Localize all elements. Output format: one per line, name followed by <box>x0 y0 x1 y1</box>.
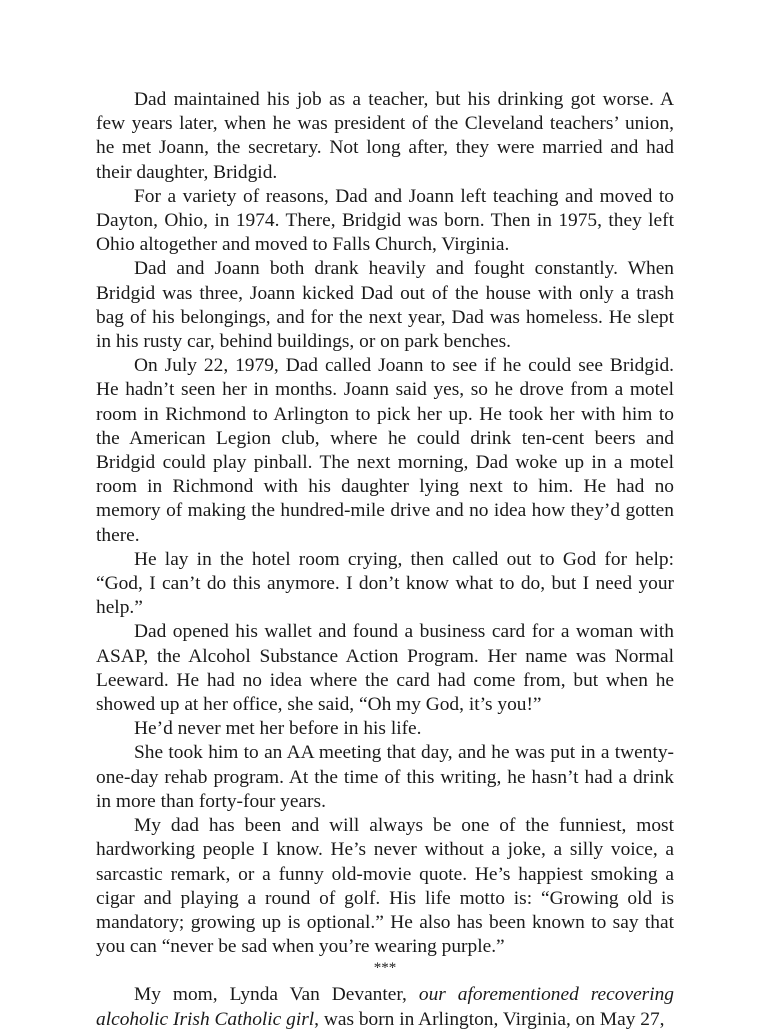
page-body <box>96 88 674 1032</box>
paragraph-2: For a variety of reasons, Dad and Joann left teaching and moved to Dayton, Ohio, in 1974. There, Bridgid was born. Then in 1975, they left Ohio altogether and moved to Falls Church, Virginia. <box>96 185 674 256</box>
paragraph-8: She took him to an AA meeting that day, and he was put in a twenty-one-day rehab program. At the time of this writing, he hasn’t had a drink in more than forty-four years. <box>96 742 674 812</box>
section-separator: *** <box>373 960 397 977</box>
paragraph-10-after: , was born in Arlington, Virginia, on May 27, <box>314 1008 665 1030</box>
paragraph-4: On July 22, 1979, Dad called Joann to see if he could see Bridgid. He hadn’t seen her in months. Joann said yes, so he drove from a motel room in Richmond to Arlington to pick her up. He took her with him to the American Legion club, where he could drink ten-cent beers and Bridgid could play pinball. The next morning, Dad woke up in a motel room in Richmond with his daughter lying next to him. He had no memory of making the hundred-mile drive and no idea how they’d gotten there. <box>96 355 674 546</box>
paragraph-5: He lay in the hotel room crying, then called out to God for help: “God, I can’t do this anymore. I don’t know what to do, but I need your help.” <box>96 548 674 619</box>
paragraph-10-before: My mom, Lynda Van Devanter, <box>134 984 419 1006</box>
paragraph-6: Dad opened his wallet and found a business card for a woman with ASAP, the Alcohol Substance Action Program. Her name was Normal Leeward. He had no idea where the card had come from, but when he showed up at her office, she said, “Oh my God, it’s you!” <box>96 621 674 716</box>
paragraph-10 <box>96 983 674 1031</box>
paragraph-9: My dad has been and will always be one of the funniest, most hardworking people I know. He’s never without a joke, a silly voice, a sarcastic remark, or a funny old-movie quote. He’s happiest smoking a cigar and playing a round of golf. His life motto is: “Growing old is mandatory; growing up is optional.” He also has been known to say that you can “never be sad when you’re wearing purple.” <box>96 815 674 958</box>
paragraph-3: Dad and Joann both drank heavily and fought constantly. When Bridgid was three, Joann kicked Dad out of the house with only a trash bag of his belongings, and for the next year, Dad was homeless. He slept in his rusty car, behind buildings, or on park benches. <box>96 258 674 353</box>
paragraph-10-italic: our aforementioned recovering alcoholic Irish Catholic girl <box>96 984 674 1030</box>
paragraph-1: Dad maintained his job as a teacher, but his drinking got worse. A few years later, when he was president of the Cleveland teachers’ union, he met Joann, the secretary. Not long after, they were married and had their daughter, Bridgid. <box>96 89 674 183</box>
paragraph-7: He’d never met her before in his life. <box>134 718 422 740</box>
